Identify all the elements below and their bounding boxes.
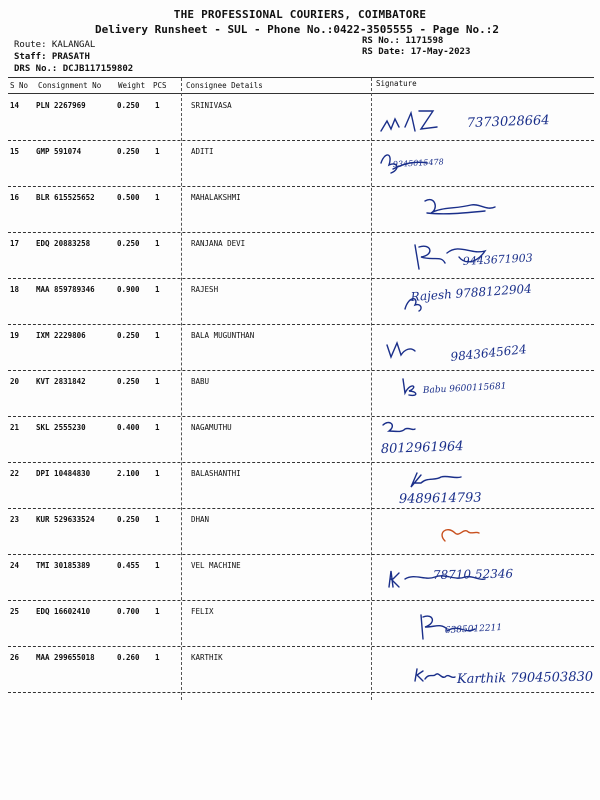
- pcs-cell: 1: [155, 561, 160, 570]
- handwritten-signature: [375, 465, 593, 509]
- consignee-cell: RAJESH: [191, 285, 219, 294]
- handwritten-signature: [375, 97, 593, 141]
- row-divider: [8, 692, 594, 693]
- rs-date: RS Date: 17-May-2023: [362, 47, 471, 57]
- signature-stroke: [383, 423, 415, 432]
- runsheet-subtitle: Delivery Runsheet - SUL - Phone No.:0422-3505555 - Page No.:2: [95, 23, 499, 36]
- consignment-cell: DPI 10484830: [36, 469, 91, 478]
- sno-cell: 14: [10, 101, 20, 110]
- handwritten-signature: [375, 419, 593, 463]
- sno-cell: 17: [10, 239, 20, 248]
- pcs-cell: 1: [155, 653, 160, 662]
- consignment-cell: IXM 2229806: [36, 331, 86, 340]
- consignee-cell: DHAN: [191, 515, 210, 524]
- col-sno: S No: [10, 81, 29, 90]
- sno-cell: 25: [10, 607, 20, 616]
- consignee-cell: ADITI: [191, 147, 214, 156]
- consignee-cell: SRINIVASA: [191, 101, 232, 110]
- pcs-cell: 1: [155, 101, 160, 110]
- table-row: [0, 371, 600, 417]
- signature-stroke: [419, 246, 445, 263]
- signature-handwriting: 9443671903: [462, 251, 534, 268]
- signature-handwriting: 9843645624: [449, 342, 528, 364]
- consignment-cell: KVT 2831842: [36, 377, 86, 386]
- signature-handwriting: 78710 52346: [432, 566, 514, 582]
- consignee-cell: BABU: [191, 377, 210, 386]
- pcs-cell: 1: [155, 377, 160, 386]
- weight-cell: 0.700: [117, 607, 140, 616]
- weight-cell: 0.250: [117, 101, 140, 110]
- sno-cell: 18: [10, 285, 20, 294]
- signature-handwriting: Karthik 7904503830: [456, 669, 594, 687]
- table-row: [0, 601, 600, 647]
- sno-cell: 24: [10, 561, 20, 570]
- consignment-cell: PLN 2267969: [36, 101, 86, 110]
- signature-handwriting: 9489614793: [398, 490, 482, 507]
- weight-cell: 0.250: [117, 239, 140, 248]
- consignment-cell: KUR 529633524: [36, 515, 95, 524]
- sno-cell: 21: [10, 423, 20, 432]
- consignment-cell: EDQ 16602410: [36, 607, 91, 616]
- pcs-cell: 1: [155, 515, 160, 524]
- handwritten-signature: [375, 603, 593, 647]
- consignee-cell: BALASHANTHI: [191, 469, 241, 478]
- header-top-rule: [8, 77, 594, 78]
- sno-cell: 23: [10, 515, 20, 524]
- weight-cell: 2.100: [117, 469, 140, 478]
- handwritten-signature: [375, 511, 593, 555]
- handwritten-signature: [375, 373, 593, 417]
- weight-cell: 0.900: [117, 285, 140, 294]
- consignment-cell: SKL 2555230: [36, 423, 86, 432]
- weight-cell: 0.250: [117, 377, 140, 386]
- consignment-cell: TMI 30185389: [36, 561, 91, 570]
- signature-cell: [375, 235, 593, 279]
- sno-cell: 19: [10, 331, 20, 340]
- col-weight: Weight: [118, 81, 146, 90]
- weight-cell: 0.400: [117, 423, 140, 432]
- signature-cell: [375, 189, 593, 233]
- pcs-cell: 1: [155, 285, 160, 294]
- rs-number: RS No.: 1171598: [362, 36, 444, 46]
- signature-stroke: [425, 674, 455, 679]
- signature-stroke: [415, 669, 423, 681]
- signature-stroke: [415, 245, 419, 269]
- signature-stroke: [419, 111, 437, 129]
- staff-label: Staff: PRASATH: [14, 52, 90, 62]
- consignment-cell: BLR 615525652: [36, 193, 95, 202]
- table-row: [0, 187, 600, 233]
- sno-cell: 15: [10, 147, 20, 156]
- signature-cell: [375, 143, 593, 187]
- handwritten-signature: [375, 189, 593, 233]
- consignee-cell: FELIX: [191, 607, 214, 616]
- sno-cell: 20: [10, 377, 20, 386]
- signature-handwriting: 6385012211: [444, 623, 503, 636]
- signature-cell: [375, 419, 593, 463]
- signature-stroke: [387, 343, 415, 357]
- signature-handwriting: 9345015478: [392, 157, 444, 169]
- consignee-cell: VEL MACHINE: [191, 561, 241, 570]
- consignee-cell: RANJANA DEVI: [191, 239, 246, 248]
- signature-cell: [375, 557, 593, 601]
- weight-cell: 0.250: [117, 515, 140, 524]
- table-row: [0, 417, 600, 463]
- handwritten-signature: [375, 235, 593, 279]
- signature-stroke: [423, 616, 447, 629]
- consignment-cell: MAA 859789346: [36, 285, 95, 294]
- weight-cell: 0.250: [117, 331, 140, 340]
- route-label: Route: KALANGAL: [14, 40, 96, 50]
- consignee-cell: NAGAMUTHU: [191, 423, 232, 432]
- signature-cell: [375, 373, 593, 417]
- consignee-cell: MAHALAKSHMI: [191, 193, 241, 202]
- consignment-cell: GMP 591074: [36, 147, 82, 156]
- table-row: [0, 647, 600, 693]
- col-consignment: Consignment No: [38, 81, 102, 90]
- signature-stroke: [381, 119, 399, 131]
- signature-handwriting: Babu 9600115681: [422, 381, 507, 396]
- signature-cell: [375, 97, 593, 141]
- table-row: [0, 325, 600, 371]
- pcs-cell: 1: [155, 147, 160, 156]
- signature-stroke: [411, 473, 461, 487]
- table-row: [0, 141, 600, 187]
- weight-cell: 0.500: [117, 193, 140, 202]
- signature-stroke: [403, 379, 416, 395]
- table-row: [0, 463, 600, 509]
- sno-cell: 26: [10, 653, 20, 662]
- pcs-cell: 1: [155, 239, 160, 248]
- table-row: [0, 509, 600, 555]
- table-row: [0, 555, 600, 601]
- col-signature: Signature: [376, 79, 417, 88]
- signature-cell: [375, 327, 593, 371]
- pcs-cell: 1: [155, 193, 160, 202]
- signature-cell: [375, 511, 593, 555]
- signature-stroke: [442, 530, 479, 541]
- handwritten-signature: [375, 143, 593, 187]
- handwritten-signature: [375, 327, 593, 371]
- col-pcs: PCS: [153, 81, 167, 90]
- company-title: THE PROFESSIONAL COURIERS, COIMBATORE: [173, 8, 427, 21]
- header-bottom-rule: [8, 93, 594, 94]
- consignment-cell: MAA 299655018: [36, 653, 95, 662]
- signature-cell: [375, 649, 593, 693]
- pcs-cell: 1: [155, 607, 160, 616]
- weight-cell: 0.260: [117, 653, 140, 662]
- sno-cell: 16: [10, 193, 20, 202]
- table-row: [0, 279, 600, 325]
- signature-cell: [375, 281, 593, 325]
- pcs-cell: 1: [155, 331, 160, 340]
- col-consignee: Consignee Details: [186, 81, 263, 90]
- pcs-cell: 1: [155, 469, 160, 478]
- consignment-cell: EDQ 20883258: [36, 239, 91, 248]
- table-row: [0, 233, 600, 279]
- table-row: [0, 95, 600, 141]
- signature-stroke: [405, 113, 415, 131]
- signature-stroke: [389, 571, 399, 587]
- consignee-cell: BALA MUGUNTHAN: [191, 331, 255, 340]
- handwritten-signature: [375, 557, 593, 601]
- sno-cell: 22: [10, 469, 20, 478]
- signature-handwriting: 7373028664: [466, 113, 550, 131]
- weight-cell: 0.455: [117, 561, 140, 570]
- consignee-cell: KARTHIK: [191, 653, 223, 662]
- signature-handwriting: 8012961964: [380, 439, 464, 457]
- weight-cell: 0.250: [117, 147, 140, 156]
- signature-stroke: [421, 615, 423, 639]
- pcs-cell: 1: [155, 423, 160, 432]
- drs-number: DRS No.: DCJB117159802: [14, 64, 134, 74]
- handwritten-signature: [375, 649, 593, 693]
- signature-cell: [375, 603, 593, 647]
- signature-handwriting: Rajesh 9788122904: [410, 281, 533, 304]
- handwritten-signature: [375, 281, 593, 325]
- signature-cell: [375, 465, 593, 509]
